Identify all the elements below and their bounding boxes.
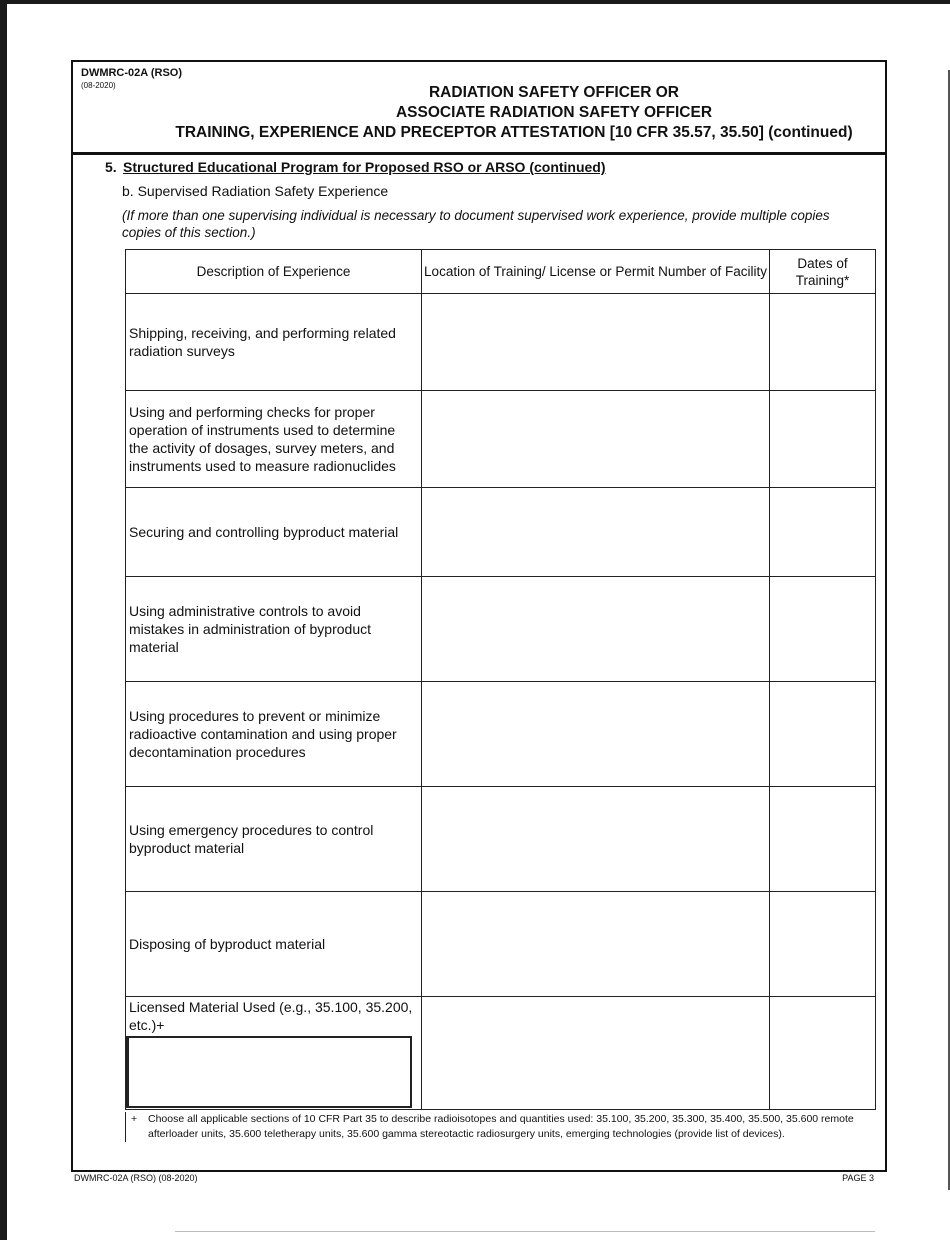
table-row bbox=[126, 391, 876, 488]
scan-border-top bbox=[0, 0, 950, 4]
instruction-note: (If more than one supervising individual is necessary to document supervised work experience, provide multiple copies copies of this section.) bbox=[122, 208, 830, 240]
table-header-row bbox=[126, 250, 876, 294]
dates-field[interactable] bbox=[770, 997, 876, 1110]
footer-form-id: DWMRC-02A (RSO) (08-2020) bbox=[74, 1173, 198, 1183]
location-field[interactable] bbox=[422, 294, 770, 391]
section-title bbox=[105, 159, 606, 175]
dates-field[interactable] bbox=[770, 577, 876, 682]
location-field[interactable] bbox=[422, 787, 770, 892]
footer-page-number: PAGE 3 bbox=[842, 1173, 874, 1183]
experience-description: Using administrative controls to avoid mistakes in administration of byproduct material bbox=[126, 577, 422, 682]
dates-field[interactable] bbox=[770, 488, 876, 577]
dates-field[interactable] bbox=[770, 787, 876, 892]
licensed-material-input[interactable] bbox=[126, 1036, 412, 1108]
experience-description: Using emergency procedures to control byproduct material bbox=[126, 787, 422, 892]
section-title-text: Structured Educational Program for Proposed RSO or ARSO (continued) bbox=[123, 159, 606, 175]
scan-edge-bottom bbox=[175, 1231, 875, 1232]
experience-table bbox=[125, 249, 876, 1110]
title-line-2: ASSOCIATE RADIATION SAFETY OFFICER bbox=[395, 104, 713, 121]
experience-description: Disposing of byproduct material bbox=[126, 892, 422, 997]
licensed-material-row bbox=[126, 997, 876, 1110]
title-line-3: TRAINING, EXPERIENCE AND PRECEPTOR ATTESTATION [10 CFR 35.57, 35.50] (continued) bbox=[175, 124, 853, 141]
scan-border-left bbox=[0, 0, 7, 1240]
form-date: (08-2020) bbox=[81, 81, 116, 90]
experience-description: Securing and controlling byproduct material bbox=[126, 488, 422, 577]
title-line-1: RADIATION SAFETY OFFICER OR bbox=[428, 84, 679, 101]
experience-description: Using and performing checks for proper operation of instruments used to determine the activity of dosages, survey meters, and instruments used to measure radionuclides bbox=[126, 391, 422, 488]
footnote-marker: + bbox=[131, 1113, 138, 1125]
location-field[interactable] bbox=[422, 391, 770, 488]
form-page bbox=[71, 60, 887, 1172]
table-row bbox=[126, 294, 876, 391]
footnote bbox=[125, 1112, 875, 1142]
dates-field[interactable] bbox=[770, 892, 876, 997]
experience-description: Shipping, receiving, and performing related radiation surveys bbox=[126, 294, 422, 391]
form-id: DWMRC-02A (RSO) bbox=[81, 67, 183, 79]
table-row bbox=[126, 787, 876, 892]
table-row bbox=[126, 488, 876, 577]
footnote-text: Choose all applicable sections of 10 CFR Part 35 to describe radioisotopes and quantities used: 35.100, 35.200, 35.300, 35.400, 35.500, 35.600 remote afterloader units, 35.600 teletherapy units, 35.600 gamma stereotactic radiosurgery units, emerging technologies (provide list of devices). bbox=[148, 1113, 854, 1140]
licensed-material-cell bbox=[126, 997, 422, 1110]
experience-description: Using procedures to prevent or minimize radioactive contamination and using proper decontamination procedures bbox=[126, 682, 422, 787]
table-row bbox=[126, 682, 876, 787]
dates-field[interactable] bbox=[770, 682, 876, 787]
licensed-material-label: Licensed Material Used (e.g., 35.100, 35.200, etc.)+ bbox=[129, 999, 413, 1033]
header-location: Location of Training/ License or Permit Number of Facility bbox=[422, 250, 770, 294]
location-field[interactable] bbox=[422, 488, 770, 577]
form-header bbox=[73, 62, 885, 155]
subsection-title: b. Supervised Radiation Safety Experience bbox=[122, 183, 389, 199]
location-field[interactable] bbox=[422, 892, 770, 997]
table-row bbox=[126, 577, 876, 682]
location-field[interactable] bbox=[422, 682, 770, 787]
section-number: 5. bbox=[105, 159, 117, 175]
header-dates: Dates of Training* bbox=[770, 250, 876, 294]
header-description: Description of Experience bbox=[126, 250, 422, 294]
dates-field[interactable] bbox=[770, 294, 876, 391]
location-field[interactable] bbox=[422, 997, 770, 1110]
dates-field[interactable] bbox=[770, 391, 876, 488]
location-field[interactable] bbox=[422, 577, 770, 682]
table-row bbox=[126, 892, 876, 997]
